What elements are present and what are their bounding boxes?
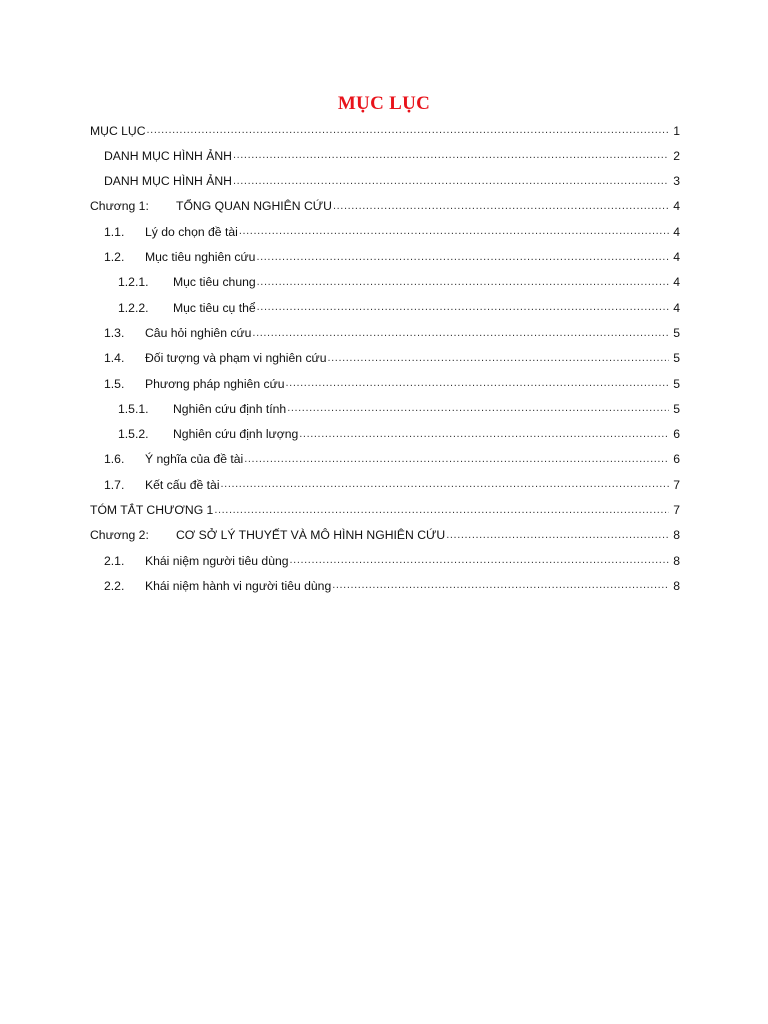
dot-leader [256,252,669,263]
dot-leader [257,277,669,288]
toc-entry-number: 1.4. [104,351,125,366]
toc-entry-page-number: 8 [673,528,680,543]
toc-entry-page-number: 4 [673,275,680,290]
toc-entry-number: Chương 1: [90,199,149,214]
toc-entry-text: Mục tiêu chung [173,275,256,290]
dot-leader [287,403,669,414]
toc-entry-text: Câu hỏi nghiên cứu [145,325,252,340]
toc-entry-page-number: 3 [673,174,680,189]
dot-leader [446,530,669,541]
dot-leader [214,505,669,516]
toc-list [90,118,680,599]
toc-entry[interactable] [90,396,680,421]
dot-leader [233,176,669,187]
toc-entry[interactable] [90,118,680,143]
toc-entry-page-number: 5 [673,325,680,340]
toc-entry[interactable] [90,573,680,598]
toc-entry[interactable] [90,244,680,269]
toc-entry[interactable] [90,320,680,345]
toc-entry-page-number: 7 [673,477,680,492]
dot-leader [257,302,669,313]
toc-entry-number: 1.2. [104,250,125,265]
toc-entry-page-number: 4 [673,224,680,239]
toc-entry-page-number: 8 [673,553,680,568]
toc-entry-text: DANH MỤC HÌNH ẢNH [104,174,232,189]
toc-entry-page-number: 6 [673,427,680,442]
toc-entry-text: Lý do chọn đề tài [145,224,238,239]
toc-entry[interactable] [90,194,680,219]
dot-leader [286,378,669,389]
dot-leader [328,353,670,364]
toc-entry-page-number: 7 [673,503,680,517]
toc-entry-page-number: 4 [673,300,680,315]
toc-entry-page-number: 2 [673,148,680,163]
dot-leader [252,328,669,339]
dot-leader [290,555,669,566]
toc-entry-text: TÓM TẮT CHƯƠNG 1 [90,503,214,517]
toc-entry-text: Nghiên cứu định tính [173,401,287,416]
toc-entry-page-number: 8 [673,578,680,593]
dot-leader [333,201,669,212]
toc-entry-text: Mục tiêu cụ thể [173,300,256,315]
toc-entry-page-number: 4 [673,199,680,214]
toc-entry-text: Phương pháp nghiên cứu [145,376,285,391]
toc-entry[interactable] [90,497,680,522]
toc-entry[interactable] [90,371,680,396]
toc-entry-number: 1.5.2. [118,427,149,442]
dot-leader [147,125,669,136]
dot-leader [332,580,669,591]
toc-entry-text: Khái niệm người tiêu dùng [145,553,289,568]
toc-entry-text: Kết cấu đề tài [145,477,220,492]
toc-entry-page-number: 1 [673,123,680,138]
toc-entry[interactable] [90,143,680,168]
toc-entry-number: 1.7. [104,477,125,492]
toc-entry[interactable] [90,447,680,472]
toc-entry[interactable] [90,422,680,447]
toc-entry-page-number: 6 [673,452,680,467]
toc-title: MỤC LỤC [337,93,431,114]
toc-entry[interactable] [90,219,680,244]
toc-entry-number: 1.6. [104,452,125,467]
toc-entry[interactable] [90,169,680,194]
toc-entry-page-number: 5 [673,351,680,366]
toc-entry-number: 2.2. [104,578,125,593]
toc-entry-page-number: 4 [673,250,680,265]
toc-entry-number: 1.5. [104,376,125,391]
toc-entry[interactable] [90,295,680,320]
toc-entry-number: 2.1. [104,553,125,568]
toc-entry-number: Chương 2: [90,528,149,543]
toc-entry[interactable] [90,548,680,573]
toc-entry-number: 1.3. [104,325,125,340]
toc-entry-text: MỤC LỤC [90,123,146,138]
toc-entry-text: Đối tượng và phạm vi nghiên cứu [145,351,327,366]
toc-entry[interactable] [90,523,680,548]
toc-entry-text: CƠ SỞ LÝ THUYẾT VÀ MÔ HÌNH NGHIÊN CỨU [176,528,446,543]
toc-entry-page-number: 5 [673,401,680,416]
toc-entry[interactable] [90,270,680,295]
dot-leader [221,479,669,490]
toc-entry-text: Mục tiêu nghiên cứu [145,250,256,265]
toc-entry-number: 1.1. [104,224,125,239]
toc-entry-text: Ý nghĩa của đề tài [145,452,244,467]
toc-entry-page-number: 5 [673,376,680,391]
toc-entry-number: 1.2.2. [118,300,149,315]
dot-leader [299,429,669,440]
dot-leader [244,454,669,465]
toc-entry-text: Khái niệm hành vi người tiêu dùng [145,578,332,593]
toc-entry-text: Nghiên cứu định lượng [173,427,299,442]
dot-leader [233,150,669,161]
toc-entry-text: DANH MỤC HÌNH ẢNH [104,148,232,163]
dot-leader [239,226,669,237]
toc-entry[interactable] [90,472,680,497]
toc-entry-text: TỔNG QUAN NGHIÊN CỨU [176,199,332,214]
toc-entry-number: 1.2.1. [118,275,149,290]
toc-entry-number: 1.5.1. [118,401,149,416]
toc-entry[interactable] [90,346,680,371]
